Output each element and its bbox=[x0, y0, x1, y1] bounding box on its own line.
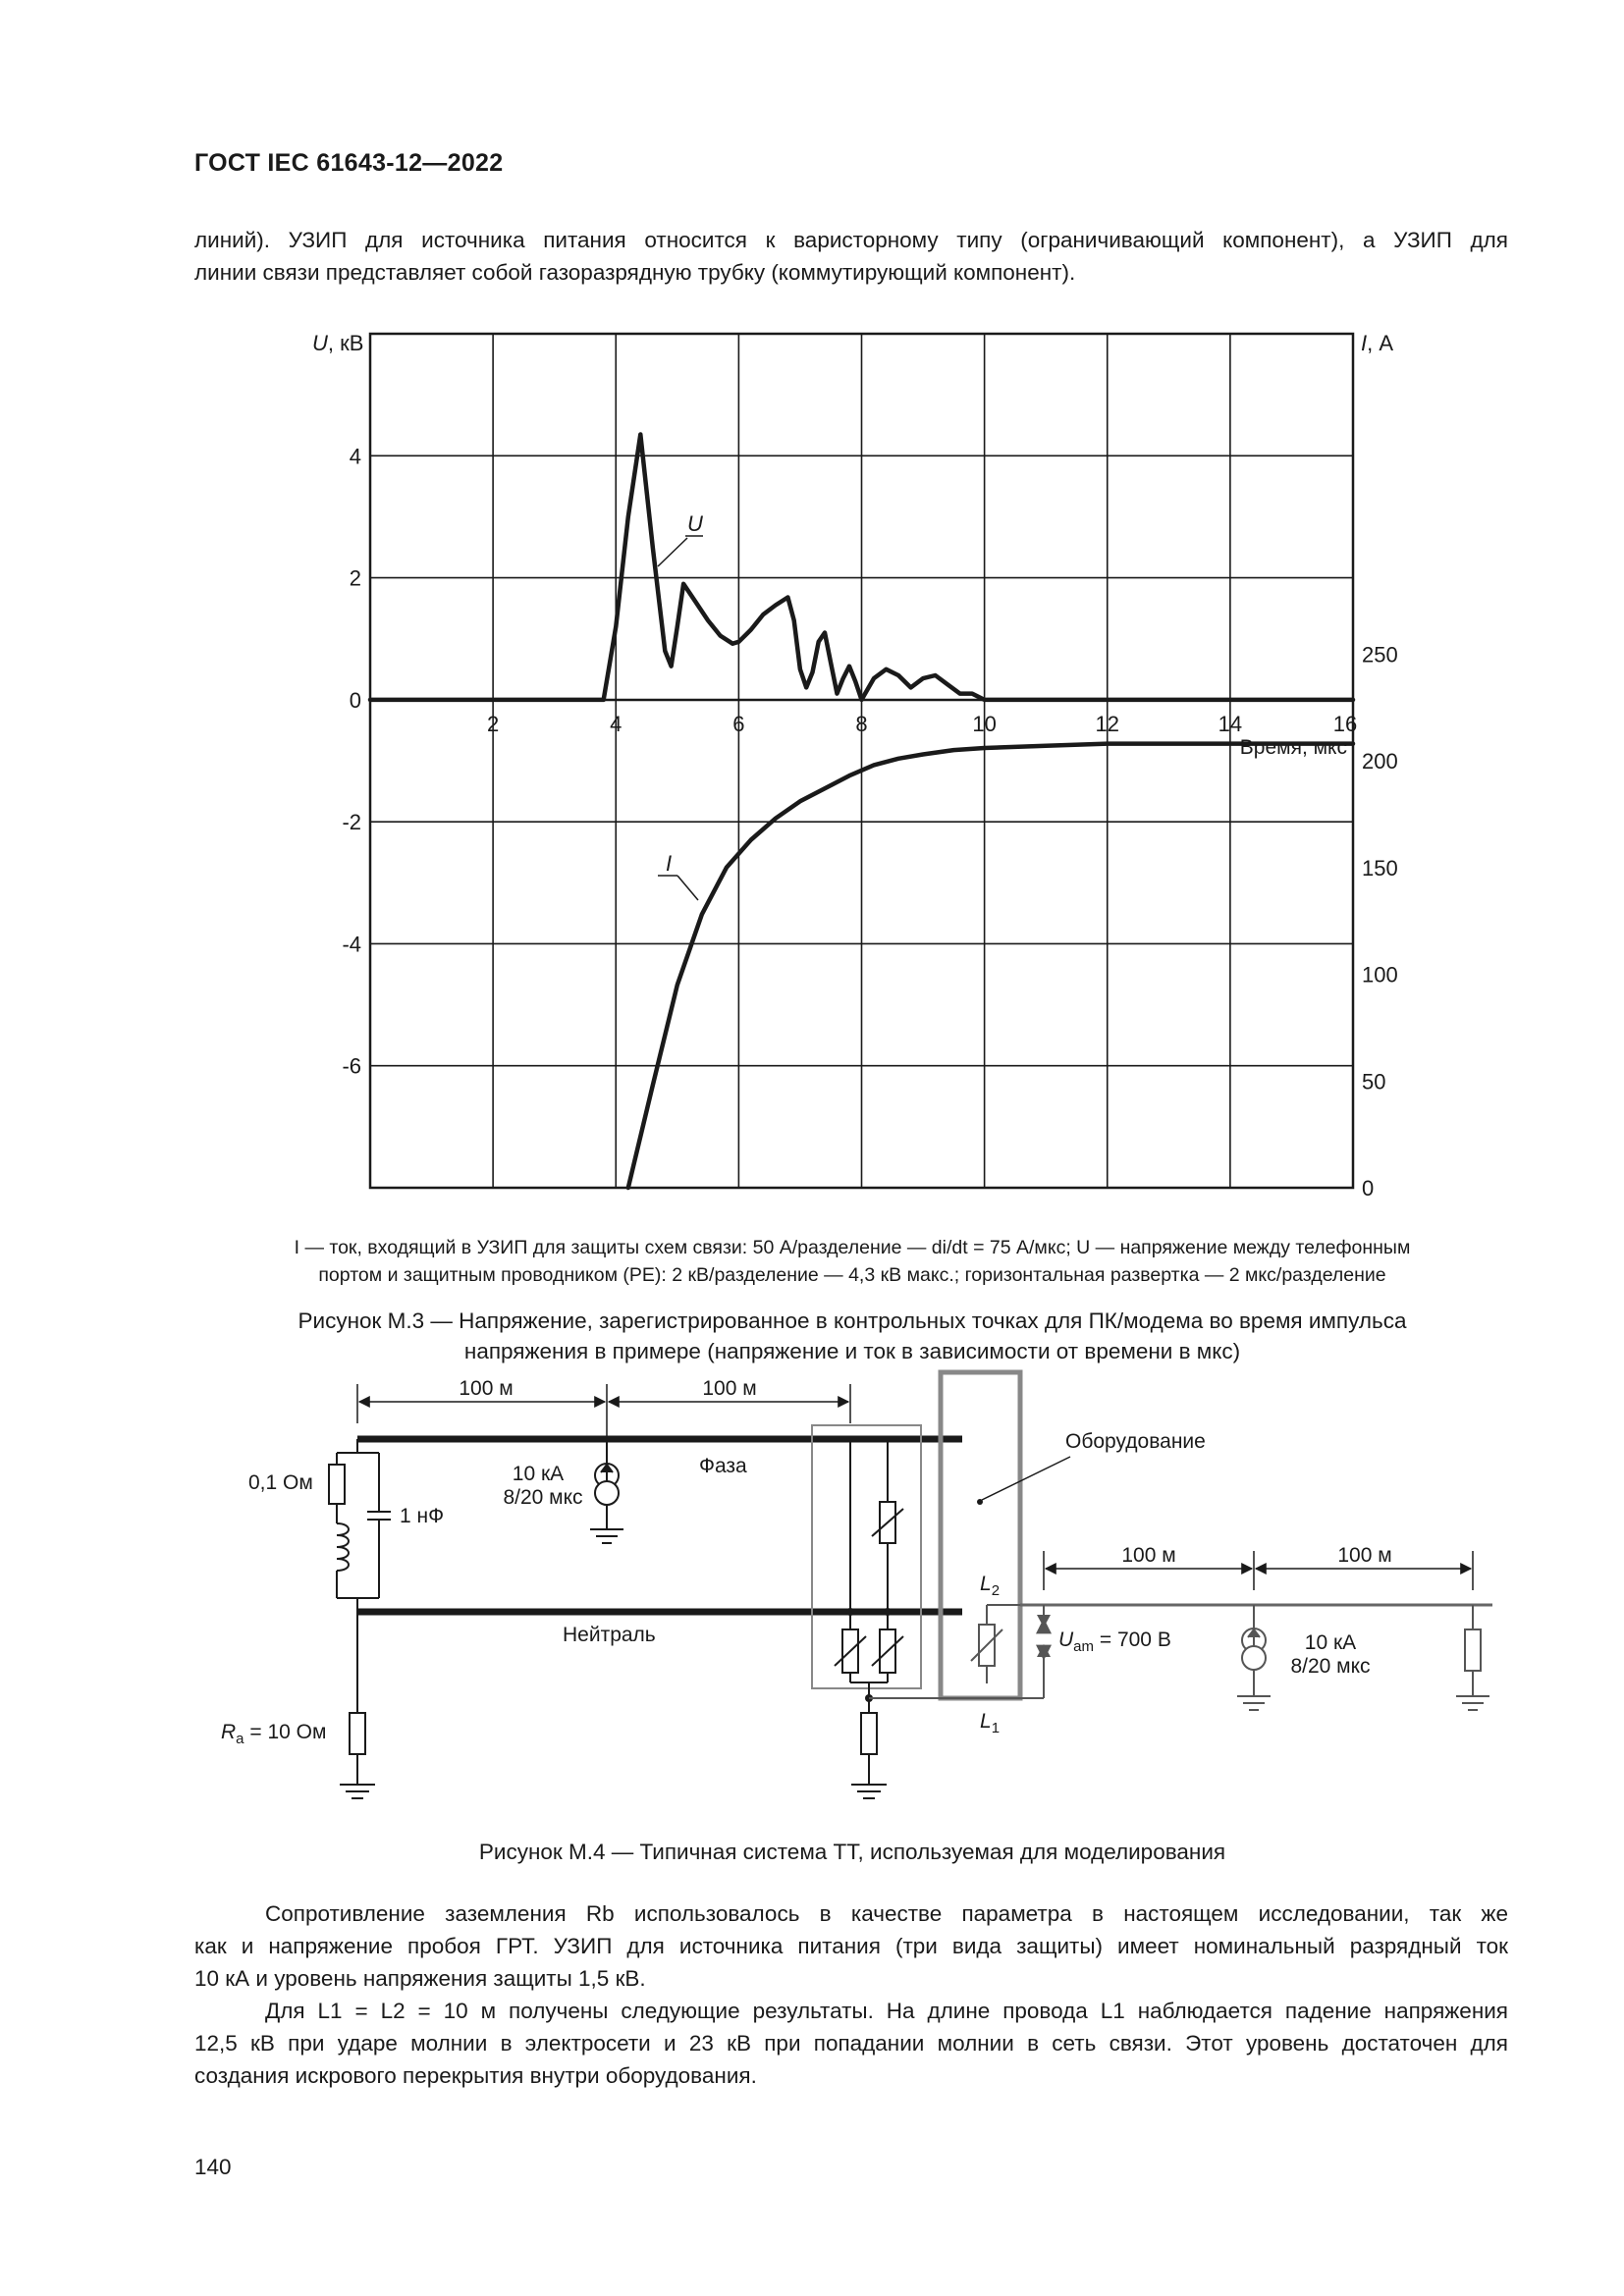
intro-line-2: линии связи представляет собой газоразрядную трубку (коммутирующий компонент). bbox=[194, 260, 1076, 285]
dim-100m-c: 100 м bbox=[1121, 1544, 1176, 1567]
y-right-tick-label: 0 bbox=[1362, 1176, 1375, 1201]
y-right-unit: , А bbox=[1367, 331, 1394, 355]
current-source-1 bbox=[590, 1439, 623, 1543]
y-right-tick-labels bbox=[1362, 642, 1398, 1201]
node-dot bbox=[846, 1608, 854, 1616]
src2-line-b: 8/20 мкс bbox=[1290, 1655, 1371, 1678]
series-i-line bbox=[628, 744, 1353, 1188]
l2-label: $L_2$ bbox=[980, 1573, 1001, 1599]
annotation-u-leader bbox=[658, 538, 687, 566]
y-left-tick-label: 2 bbox=[349, 565, 361, 591]
chart-grid bbox=[370, 334, 1353, 1188]
y-left-tick-labels bbox=[342, 444, 361, 1078]
x-tick-label: 2 bbox=[487, 712, 500, 736]
fig4-caption: Рисунок М.4 — Типичная система ТТ, используемая для моделирования bbox=[478, 1840, 1226, 1864]
src1-line-a: 10 кА bbox=[512, 1463, 565, 1485]
uam-arrow-head-bottom bbox=[1037, 1644, 1051, 1657]
figure-m4-diagram bbox=[0, 1355, 1624, 1816]
l1-label: $L_1$ bbox=[980, 1710, 1001, 1736]
source-network bbox=[329, 1439, 391, 1798]
body-p1-line-3: 10 кА и уровень напряжения защиты 1,5 кВ. bbox=[194, 1966, 646, 1991]
y-right-tick-label: 50 bbox=[1362, 1069, 1386, 1095]
equipment-leader bbox=[982, 1457, 1070, 1500]
resistor-01-label: 0,1 Ом bbox=[248, 1471, 313, 1494]
equipment-internals bbox=[869, 1605, 1492, 1698]
fig3-caption-line-2: напряжения в примере (напряжение и ток в зависимости от времени в мкс) bbox=[463, 1339, 1241, 1363]
y-left-unit: , кВ bbox=[327, 331, 364, 355]
uam-arrow-head-top bbox=[1037, 1615, 1051, 1628]
x-tick-labels bbox=[487, 712, 1357, 736]
dim-100m-d: 100 м bbox=[1337, 1544, 1392, 1567]
y-left-tick-label: -2 bbox=[342, 810, 361, 835]
y-left-tick-label: -4 bbox=[342, 932, 361, 957]
y-left-tick-label: 4 bbox=[349, 444, 361, 469]
x-tick-label: 12 bbox=[1095, 712, 1119, 736]
phase-label: Фаза bbox=[699, 1455, 747, 1477]
y-right-tick-label: 150 bbox=[1362, 855, 1398, 881]
uam-label: $U_{am} = 700$ В bbox=[1058, 1629, 1171, 1655]
body-p2-line-2: 12,5 кВ при ударе молнии в электросети и 23 кВ при попадании молнии в сеть связи. Этот уровень достаточен для bbox=[194, 2031, 1508, 2056]
x-tick-label: 16 bbox=[1332, 712, 1358, 736]
capacitor-label: 1 нФ bbox=[400, 1505, 445, 1527]
neutral-label: Нейтраль bbox=[563, 1624, 656, 1646]
node-dot bbox=[884, 1608, 892, 1616]
body-p2-line-3: создания искрового перекрытия внутри оборудования. bbox=[194, 2063, 757, 2088]
y-left-axis-label bbox=[312, 331, 363, 355]
dimension-right bbox=[1044, 1551, 1473, 1590]
y-right-tick-label: 200 bbox=[1362, 749, 1398, 774]
y-right-tick-label: 250 bbox=[1362, 642, 1398, 667]
body-p1-line-1-text: Сопротивление заземления Rb использовалось в качестве параметра в настоящем исследовании, так же bbox=[265, 1901, 1508, 1926]
y-left-tick-label: -6 bbox=[342, 1053, 361, 1079]
x-tick-label: 14 bbox=[1218, 712, 1243, 736]
equipment-dot bbox=[977, 1499, 983, 1505]
y-left-var: U bbox=[312, 331, 328, 355]
y-right-var: I bbox=[1361, 331, 1368, 355]
y-right-axis-label bbox=[1361, 331, 1393, 355]
dim-100m-a: 100 м bbox=[459, 1377, 514, 1400]
x-axis-label: Время, мкс bbox=[1239, 736, 1347, 759]
body-p1-line-2: как и напряжение пробоя ГРТ. УЗИП для источника питания (три вида защиты) имеет номинальный разрядный ток bbox=[194, 1934, 1508, 1958]
body-p2-line-1: Для L1 = L2 = 10 м получены следующие результаты. На длине провода L1 наблюдается падение напряжения bbox=[265, 1999, 1508, 2023]
current-source-2 bbox=[1237, 1605, 1271, 1710]
ra-label: $R_a = 10$ Ом bbox=[221, 1721, 327, 1747]
equipment-label: Оборудование bbox=[1065, 1430, 1206, 1453]
document-header: ГОСТ IEC 61643-12—2022 bbox=[194, 149, 504, 177]
fig3-legend-line-1: I — ток, входящий в УЗИП для защиты схем связи: 50 А/разделение — di/dt = 75 А/мкс; U — напряжение между телефонным bbox=[294, 1237, 1411, 1258]
annotation-i-leader bbox=[677, 876, 698, 900]
fig3-legend-line-2: портом и защитным проводником (PE): 2 кВ/разделение — 4,3 кВ макс.; горизонтальная развертка — 2 мкс/разделение bbox=[318, 1264, 1386, 1286]
x-tick-label: 4 bbox=[610, 712, 623, 736]
src1-line-b: 8/20 мкс bbox=[503, 1486, 583, 1509]
fig3-caption-line-1: Рисунок М.3 — Напряжение, зарегистрированное в контрольных точках для ПК/модема во время импульса bbox=[298, 1308, 1407, 1333]
intro-line-1: линий). УЗИП для источника питания относится к варисторному типу (ограничивающий компонент), а УЗИП для bbox=[194, 228, 1508, 252]
body-p1-line-1 bbox=[194, 1897, 1508, 1930]
x-tick-label: 8 bbox=[855, 712, 868, 736]
x-tick-label: 6 bbox=[732, 712, 745, 736]
src2-line-a: 10 кА bbox=[1304, 1631, 1357, 1654]
x-tick-label: 10 bbox=[972, 712, 997, 736]
page-number: 140 bbox=[194, 2155, 232, 2179]
remote-load bbox=[1456, 1605, 1489, 1710]
dim-100m-b: 100 м bbox=[702, 1377, 757, 1400]
y-left-tick-label: 0 bbox=[349, 687, 361, 713]
annotation-i: I bbox=[666, 851, 673, 876]
annotation-u: U bbox=[687, 511, 703, 536]
y-right-tick-label: 100 bbox=[1362, 962, 1398, 988]
